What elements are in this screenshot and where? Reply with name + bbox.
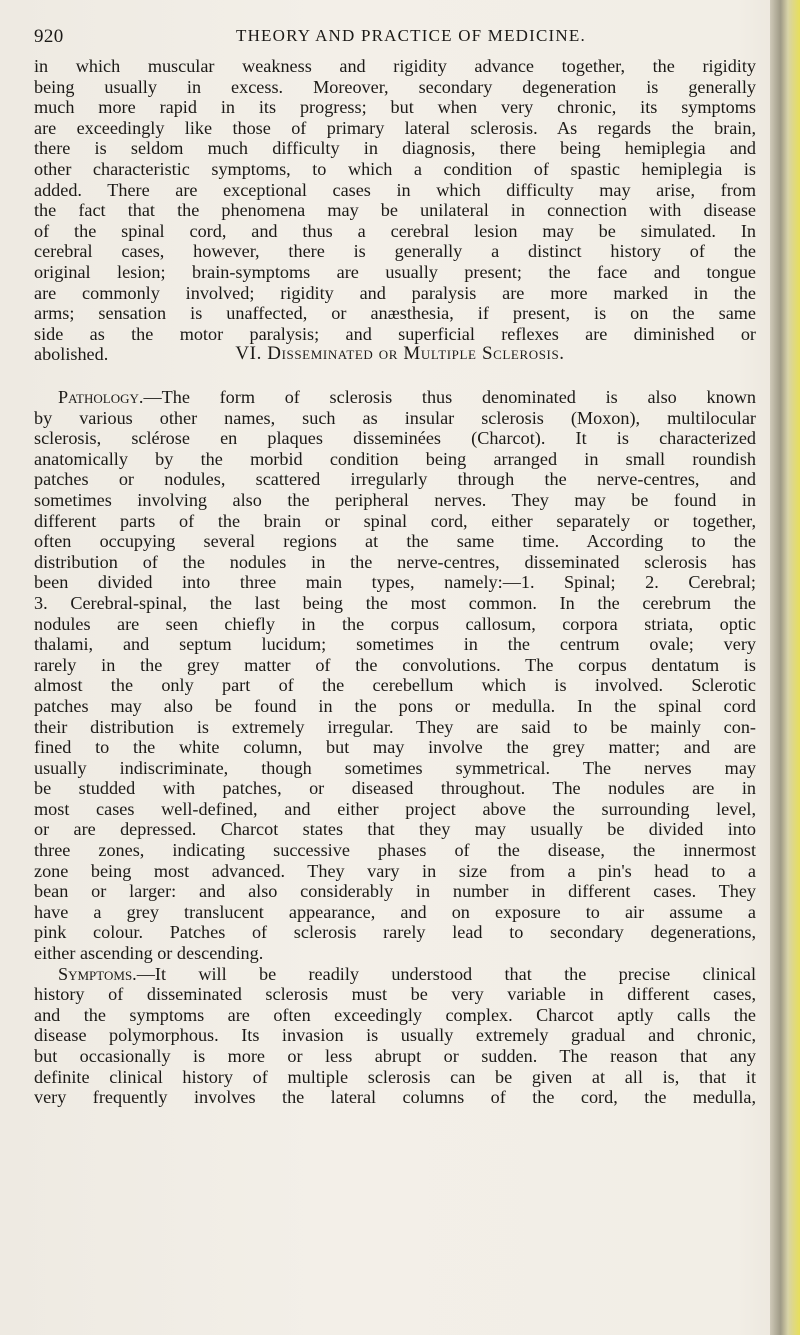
text-line: are commonly involved; rigidity and paralysis are more marked in the — [34, 282, 756, 303]
text-line: very frequently involves the lateral columns of the cord, the medulla, — [34, 1087, 756, 1108]
page-number: 920 — [34, 26, 64, 47]
text-line: been divided into three main types, namely:—1. Spinal; 2. Cerebral; — [34, 572, 756, 593]
text-line: nodules are seen chiefly in the corpus callosum, corpora striata, optic — [34, 613, 756, 634]
text-line: have a grey translucent appearance, and on exposure to air assume a — [34, 901, 756, 922]
text-line: their distribution is extremely irregular. They are said to be mainly con- — [34, 716, 756, 737]
text-line: disease polymorphous. Its invasion is usually extremely gradual and chronic, — [34, 1025, 756, 1046]
text-line: often occupying several regions at the same time. According to the — [34, 531, 756, 552]
text-line: other characteristic symptoms, to which a condition of spastic hemiplegia is — [34, 158, 756, 179]
text-line: there is seldom much difficulty in diagnosis, there being hemiplegia and — [34, 138, 756, 159]
text-line: in which muscular weakness and rigidity advance together, the rigidity — [34, 56, 756, 76]
pathology-heading: Pathology. — [58, 387, 144, 407]
text-line — [34, 964, 756, 985]
text-line: three zones, indicating successive phases of the disease, the innermost — [34, 840, 756, 861]
text-line: thalami, and septum lucidum; sometimes in the centrum ovale; very — [34, 634, 756, 655]
text-line: either ascending or descending. — [34, 943, 264, 964]
text-line: fined to the white column, but may involve the grey matter; and are — [34, 737, 756, 758]
text-line: much more rapid in its progress; but when very chronic, its symptoms — [34, 97, 756, 118]
text-line: distribution of the nodules in the nerve-centres, disseminated sclerosis has — [34, 551, 756, 572]
text-line: cerebral cases, however, there is generally a distinct history of the — [34, 241, 756, 262]
text-line: usually indiscriminate, though sometimes symmetrical. The nerves may — [34, 757, 756, 778]
text-line: but occasionally is more or less abrupt or sudden. The reason that any — [34, 1046, 756, 1066]
text-line: sclerosis, sclérose en plaques disseminées (Charcot). It is characterized — [34, 428, 756, 449]
page-header — [34, 26, 754, 54]
text-line: definite clinical history of multiple sclerosis can be given at all is, that it — [34, 1066, 756, 1087]
text-line: pink colour. Patches of sclerosis rarely lead to secondary degenerations, — [34, 922, 756, 943]
text-line: bean or larger: and also considerably in number in different cases. They — [34, 881, 756, 902]
text-line: original lesion; brain-symptoms are usually present; the face and tongue — [34, 261, 756, 282]
text-line: side as the motor paralysis; and superficial reflexes are diminished or — [34, 323, 756, 344]
text-line: zone being most advanced. They vary in size from a pin's head to a — [34, 860, 756, 881]
text-line: or are depressed. Charcot states that they may usually be divided into — [34, 819, 756, 840]
text-line: different parts of the brain or spinal cord, either separately or together, — [34, 510, 756, 531]
text-line: most cases well-defined, and either project above the surrounding level, — [34, 798, 756, 819]
text-line: 3. Cerebral-spinal, the last being the most common. In the cerebrum the — [34, 592, 756, 613]
text-line: are exceedingly like those of primary lateral sclerosis. As regards the brain, — [34, 117, 756, 138]
text-line: rarely in the grey matter of the convolutions. The corpus dentatum is — [34, 654, 756, 675]
page-edge-binding — [770, 0, 800, 1335]
text-line: abolished. — [34, 344, 109, 365]
text-line: the fact that the phenomena may be unilateral in connection with disease — [34, 200, 756, 221]
text-line: and the symptoms are often exceedingly complex. Charcot aptly calls the — [34, 1004, 756, 1025]
running-head: THEORY AND PRACTICE OF MEDICINE. — [236, 26, 586, 45]
text-line: being usually in excess. Moreover, secondary degeneration is generally — [34, 76, 756, 97]
text-line: almost the only part of the cerebellum which is involved. Sclerotic — [34, 675, 756, 696]
symptoms-line: —It will be readily understood that the precise clinical — [136, 963, 756, 984]
text-line — [34, 387, 756, 408]
text-line: by various other names, such as insular sclerosis (Moxon), multilocular — [34, 407, 756, 428]
text-line: anatomically by the morbid condition being arranged in small roundish — [34, 448, 756, 469]
symptoms-heading: Symptoms. — [58, 963, 137, 984]
text-line: patches or nodules, scattered irregularly through the nerve-centres, and — [34, 469, 756, 490]
text-line: of the spinal cord, and thus a cerebral lesion may be simulated. In — [34, 220, 756, 241]
text-line: be studded with patches, or diseased throughout. The nodules are in — [34, 778, 756, 799]
text-line: history of disseminated sclerosis must be very variable in different cases, — [34, 984, 756, 1005]
text-line: arms; sensation is unaffected, or anæsthesia, if present, is on the same — [34, 303, 756, 324]
section-title: VI. Disseminated or Multiple Sclerosis. — [235, 343, 565, 364]
paragraph-continued — [34, 56, 756, 365]
text-line: patches may also be found in the pons or medulla. In the spinal cord — [34, 695, 756, 716]
pathology-line: —The form of sclerosis thus denominated is also known — [143, 387, 756, 407]
pathology-paragraph — [34, 387, 756, 1108]
text-line: sometimes involving also the peripheral nerves. They may be found in — [34, 489, 756, 510]
text-line: added. There are exceptional cases in which difficulty may arise, from — [34, 179, 756, 200]
